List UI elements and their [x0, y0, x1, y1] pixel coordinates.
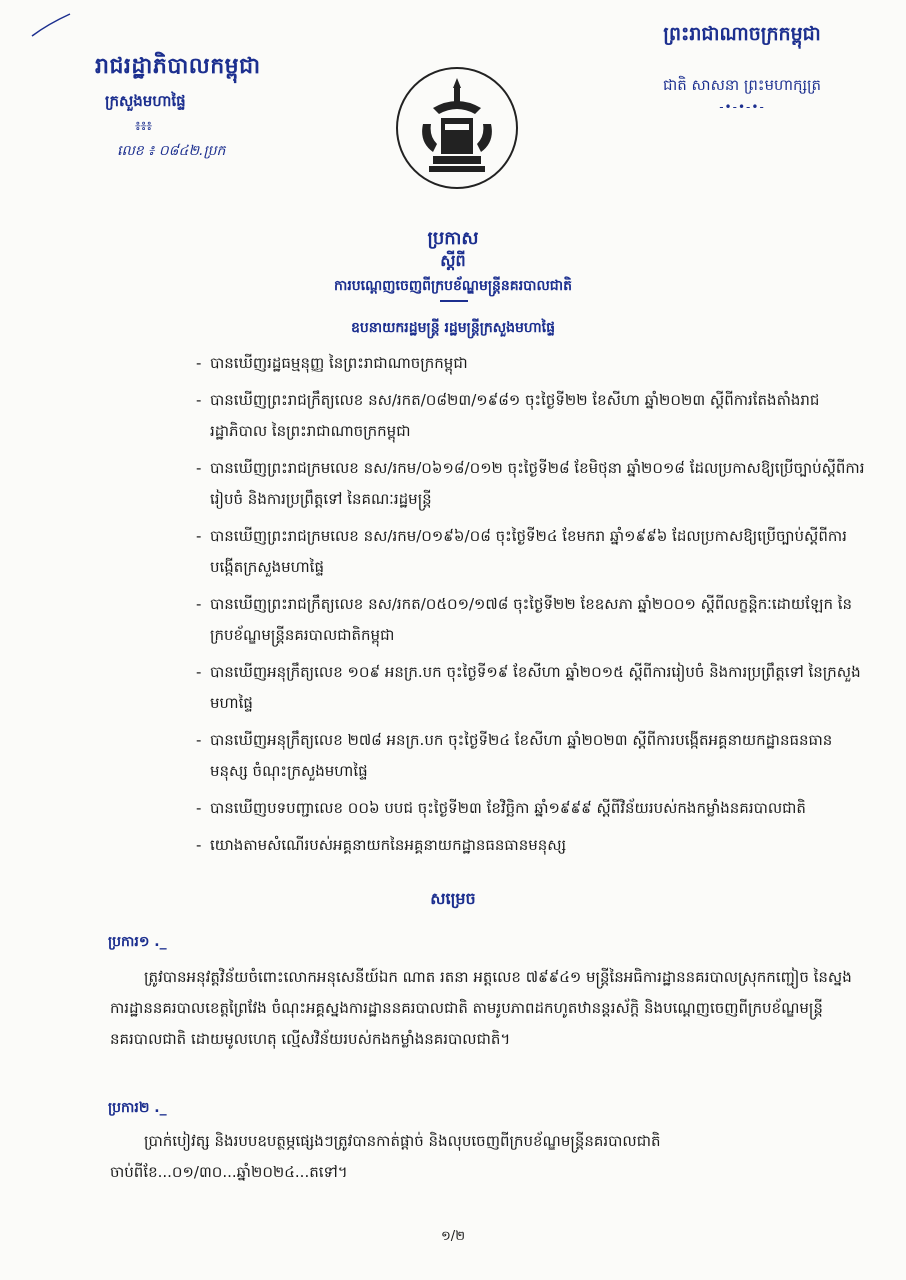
- ministry-ornament: ៖៖៖: [135, 119, 153, 134]
- article-1-label: ប្រការ១ ._: [108, 934, 167, 950]
- government-name: រាជរដ្ឋាភិបាលកម្ពុជា: [95, 54, 261, 79]
- kingdom-name: ព្រះរាជាណាចក្រកម្ពុជា: [663, 23, 821, 45]
- motto-ornament: -•-•-•-: [719, 100, 765, 114]
- decision-heading: សម្រេច: [430, 889, 476, 908]
- consideration-item: - បានឃើញព្រះរាជក្រមលេខ នស/រកម/០១៩៦/០៨ ចុះថ្ងៃទី២៤ ខែមករា ឆ្នាំ១៩៩៦ ដែលប្រកាសឱ្យប្រើច្បាប់ស្តីពីការបង្កើតក្រសួងមហាផ្ទៃ: [196, 527, 847, 576]
- ministry-header: [95, 52, 305, 162]
- consideration-item: - យោងតាមសំណើរបស់អគ្គនាយកនៃអគ្គនាយកដ្ឋានធនធានមនុស្ស: [196, 836, 567, 854]
- consideration-item: - បានឃើញបទបញ្ជាលេខ ០០៦ បបជ ចុះថ្ងៃទី២៣ ខែវិច្ឆិកា ឆ្នាំ១៩៩៩ ស្តីពីវិន័យរបស់កងកម្លាំងនគរបាលជាតិ: [196, 799, 806, 817]
- national-motto: ជាតិ សាសនា ព្រះមហាក្សត្រ: [662, 76, 822, 94]
- document-type: ប្រកាស: [427, 228, 479, 249]
- consideration-item: - បានឃើញព្រះរាជក្រមលេខ នស/រកម/០៦១៨/០១២ ចុះថ្ងៃទី២៨ ខែមិថុនា ឆ្នាំ២០១៨ ដែលប្រកាសឱ្យប្រើច្បាប់ស្តីពីការរៀបចំ និងការប្រព្រឹត្តទៅ នៃគណៈរដ្ឋមន្ត្រី: [196, 459, 865, 508]
- consideration-item: - បានឃើញអនុក្រឹត្យលេខ ២៧៨ អនក្រ.បក ចុះថ្ងៃទី២៤ ខែសីហា ឆ្នាំ២០២៣ ស្តីពីការបង្កើតអគ្គនាយកដ្ឋានធនធានមនុស្ស ចំណុះក្រសួងមហាផ្ទៃ: [196, 731, 833, 780]
- ministry-name: ក្រសួងមហាផ្ទៃ: [105, 92, 186, 110]
- article-2-label: ប្រការ២ ._: [108, 1100, 167, 1116]
- article-2-text: ប្រាក់បៀវត្ស និងរបបឧបត្ថម្ភផ្សេងៗត្រូវបានកាត់ផ្តាច់ និងលុបចេញពីក្របខ័ណ្ឌមន្ត្រីនគរបាលជាតិ ចាប់ពីខែ...០១/៣០...ឆ្នាំ២០២៤...តទៅ។: [110, 1132, 661, 1181]
- consideration-item: - បានឃើញរដ្ឋធម្មនុញ្ញ នៃព្រះរាជាណាចក្រកម្ពុជា: [196, 354, 468, 372]
- kingdom-header: [622, 22, 862, 114]
- consideration-item: - បានឃើញព្រះរាជក្រឹត្យលេខ នស/រកត/០៨២៣/១៩៨១ ចុះថ្ងៃទី២២ ខែសីហា ឆ្នាំ២០២៣ ស្តីពីការតែងតាំងរាជរដ្ឋាភិបាល នៃព្រះរាជាណាចក្រកម្ពុជា: [196, 391, 820, 440]
- article-1-text: ត្រូវបានអនុវត្តវិន័យចំពោះលោកអនុសេនីយ៍ឯក ណាត រតនា អត្តលេខ ៧៩៩៤១ មន្ត្រីនៃអធិការដ្ឋាននគរបាលស្រុកកញ្ជៀច នៃស្នងការដ្ឋាននគរបាលខេត្តព្រៃវែង ចំណុះអគ្គស្នងការដ្ឋាននគរបាលជាតិ តាមរូបភាពដកហូតឋានន្តរស័ក្តិ និងបណ្តេញចេញពីក្របខ័ណ្ឌមន្ត្រីនគរបាលជាតិ ដោយមូលហេតុ ល្មើសវិន័យរបស់កងកម្លាំងនគរបាលជាតិ។: [110, 968, 852, 1048]
- pen-mark-icon: [30, 10, 74, 40]
- page-number: ១/២: [440, 1229, 466, 1244]
- considerations-list: [196, 348, 866, 867]
- title-about: ស្តីពី: [440, 251, 466, 270]
- royal-emblem-icon: [393, 64, 521, 192]
- title-divider: [440, 300, 468, 302]
- issuer-title: ឧបនាយករដ្ឋមន្ត្រី រដ្ឋមន្ត្រីក្រសួងមហាផ្ទៃ: [350, 320, 555, 336]
- consideration-item: - បានឃើញព្រះរាជក្រឹត្យលេខ នស/រកត/០៥០១/១៧៨ ចុះថ្ងៃទី២២ ខែឧសភា ឆ្នាំ២០០១ ស្តីពីលក្ខន្តិកៈដោយឡែក នៃក្របខ័ណ្ឌមន្ត្រីនគរបាលជាតិកម្ពុជា: [196, 595, 853, 644]
- reference-number: លេខ ៖ ០៨៤២.ប្រក: [117, 143, 226, 159]
- consideration-item: - បានឃើញអនុក្រឹត្យលេខ ១០៩ អនក្រ.បក ចុះថ្ងៃទី១៩ ខែសីហា ឆ្នាំ២០១៥ ស្តីពីការរៀបចំ និងការប្រព្រឹត្តទៅ នៃក្រសួងមហាផ្ទៃ: [196, 663, 861, 712]
- document-subject: ការបណ្តេញចេញពីក្របខ័ណ្ឌមន្ត្រីនគរបាលជាតិ: [333, 278, 573, 294]
